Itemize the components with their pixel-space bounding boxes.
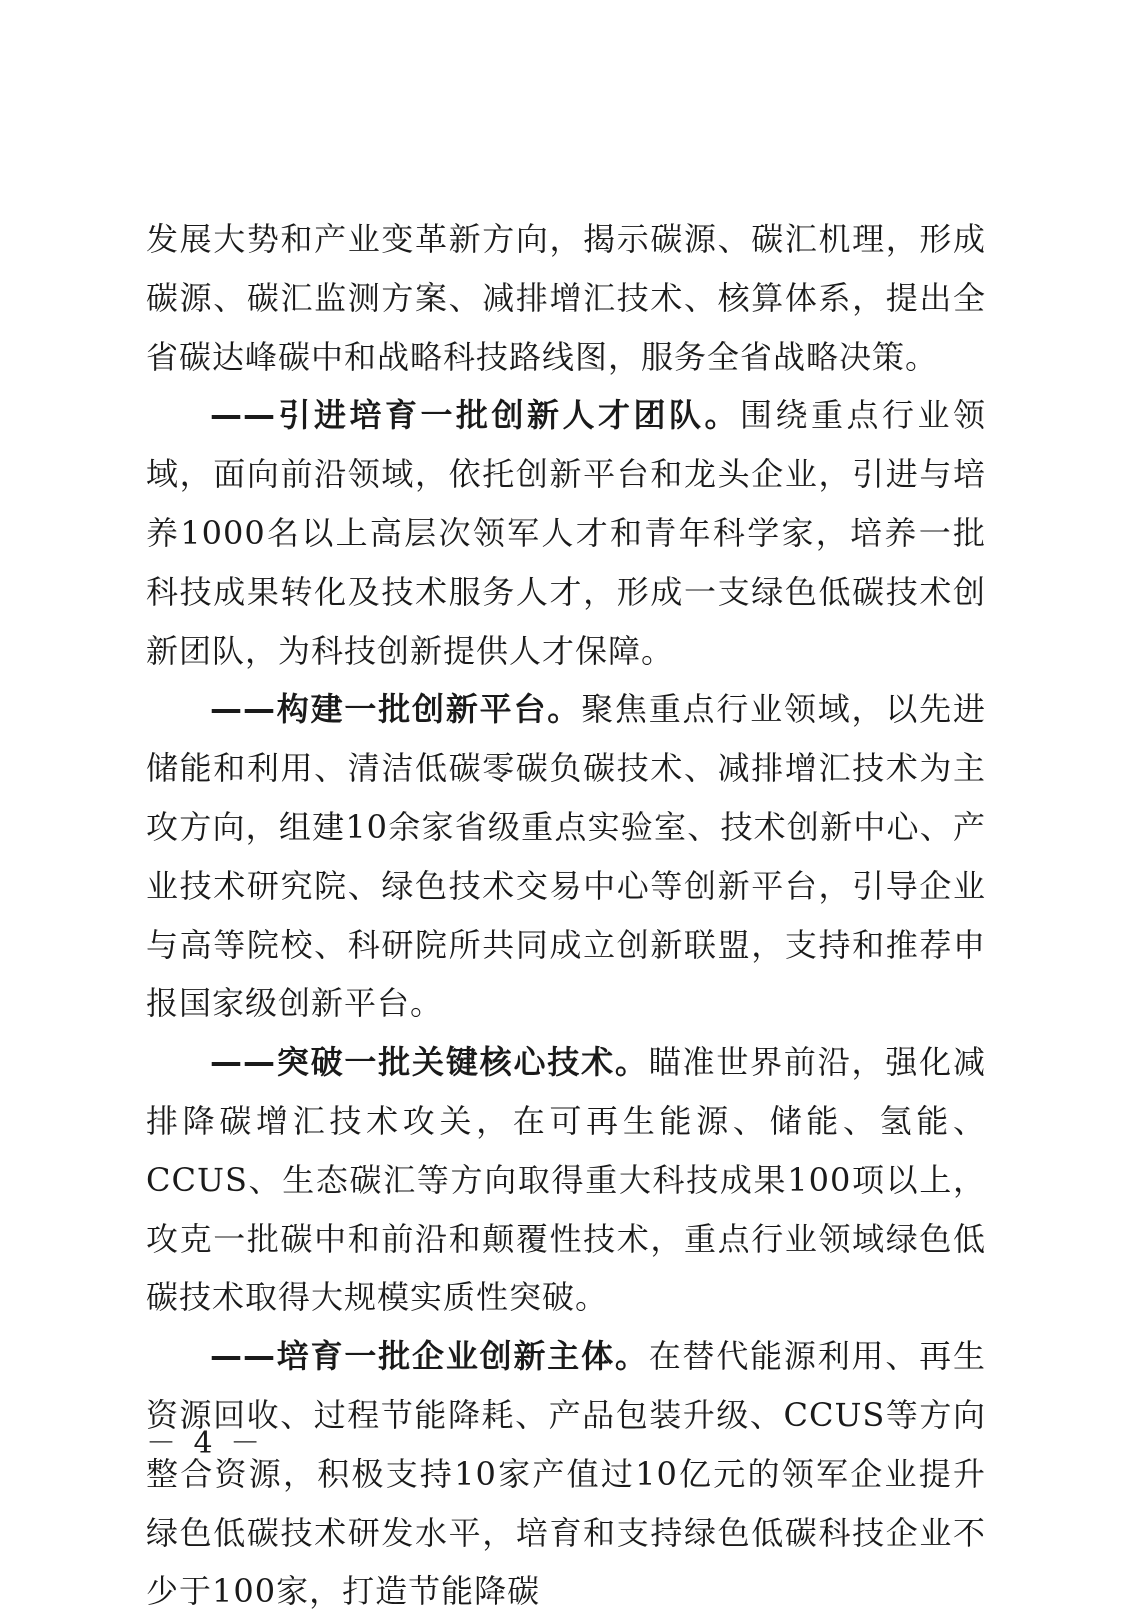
paragraph-enterprise-subjects bbox=[146, 1327, 986, 1621]
page-number: － 4 － bbox=[146, 1426, 265, 1461]
paragraph-text: 发展大势和产业变革新方向，揭示碳源、碳汇机理，形成碳源、碳汇监测方案、减排增汇技术、核算体系，提出全省碳达峰碳中和战略科技路线图，服务全省战略决策。 bbox=[146, 220, 986, 376]
paragraph-text: 围绕重点行业领域，面向前沿领域，依托创新平台和龙头企业，引进与培养1000名以上高层次领军人才和青年科学家，培养一批科技成果转化及技术服务人才，形成一支绿色低碳技术创新团队，为科技创新提供人才保障。 bbox=[146, 396, 986, 670]
body-text bbox=[146, 210, 986, 1621]
paragraph-text: 瞄准世界前沿，强化减排降碳增汇技术攻关，在可再生能源、储能、氢能、CCUS、生态碳汇等方向取得重大科技成果100项以上，攻克一批碳中和前沿和颠覆性技术，重点行业领域绿色低碳技术取得大规模实质性突破。 bbox=[146, 1043, 986, 1317]
paragraph-heading: ——培育一批企业创新主体。 bbox=[210, 1337, 649, 1376]
paragraph-heading: ——构建一批创新平台。 bbox=[210, 690, 582, 729]
paragraph-text: 在替代能源利用、再生资源回收、过程节能降耗、产品包装升级、CCUS等方向整合资源，积极支持10家产值过10亿元的领军企业提升绿色低碳技术研发水平，培育和支持绿色低碳科技企业不少于100家，打造节能降碳 bbox=[146, 1337, 986, 1611]
paragraph-innovation-platforms bbox=[146, 680, 986, 1033]
paragraph-talent-teams bbox=[146, 386, 986, 680]
paragraph-core-technologies bbox=[146, 1033, 986, 1327]
paragraph-text: 聚焦重点行业领域，以先进储能和利用、清洁低碳零碳负碳技术、减排增汇技术为主攻方向，组建10余家省级重点实验室、技术创新中心、产业技术研究院、绿色技术交易中心等创新平台，引导企业与高等院校、科研院所共同成立创新联盟，支持和推荐申报国家级创新平台。 bbox=[146, 690, 986, 1023]
paragraph-continuation bbox=[146, 210, 986, 386]
paragraph-heading: ——引进培育一批创新人才团队。 bbox=[210, 396, 740, 435]
paragraph-heading: ——突破一批关键核心技术。 bbox=[210, 1043, 649, 1082]
